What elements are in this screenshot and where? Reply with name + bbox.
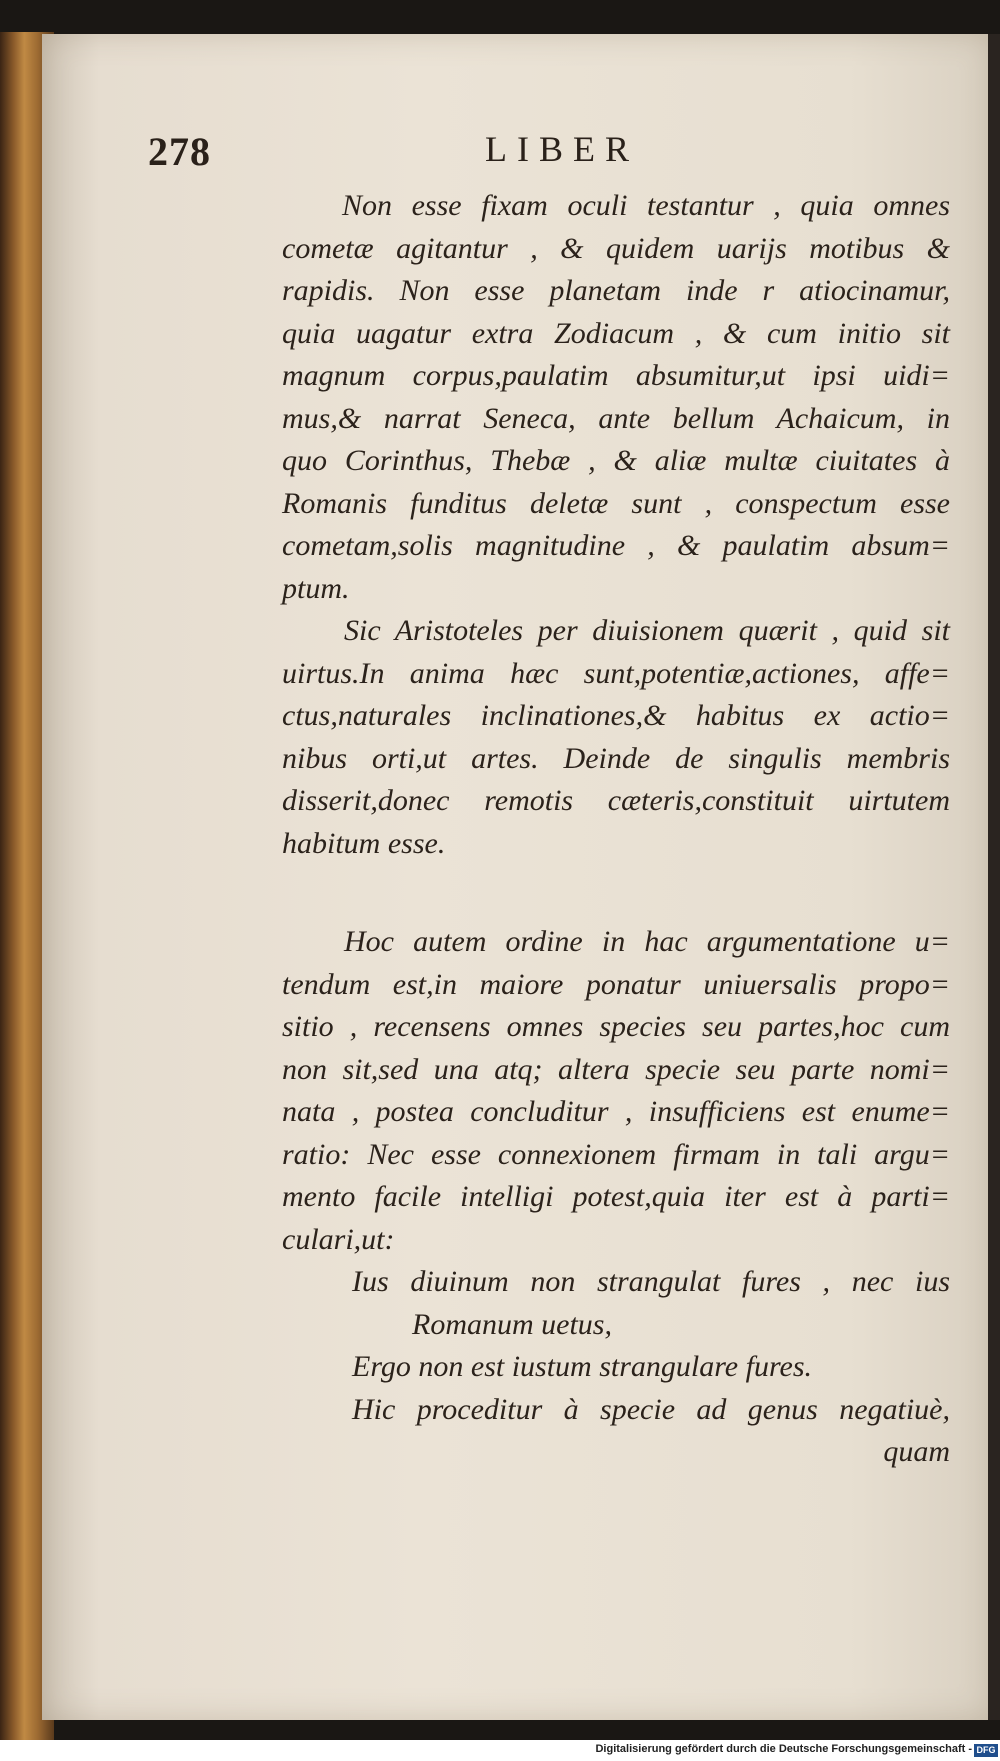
text-line: ratio: Nec esse connexionem firmam in tali argu=: [282, 1137, 950, 1171]
running-head: [0, 128, 1000, 174]
text-line: sitio , recensens omnes species seu partes,hoc cum: [282, 1010, 950, 1043]
text-line: ctus,naturales inclinationes,& habitus ex actio=: [282, 699, 950, 732]
paragraph-gap: [282, 865, 950, 921]
running-head-title: LIBER: [485, 129, 639, 169]
example-line: Ius diuinum non strangulat fures , nec ius: [352, 1265, 950, 1298]
page-text: [282, 185, 950, 1474]
text-line: mento facile intelligi potest,quia iter est à parti=: [282, 1180, 950, 1213]
text-line: Sic Aristoteles per diuisionem quærit , quid sit: [344, 614, 950, 647]
text-line: uirtus.In anima hæc sunt,potentiæ,actiones, affe=: [282, 656, 950, 690]
text-line: nata , postea concluditur , insufficiens est enume=: [282, 1095, 950, 1128]
page-right-edge: [988, 34, 1000, 1720]
text-line: nibus orti,ut artes. Deinde de singulis membris: [282, 741, 950, 775]
digitization-footer: [0, 1741, 1000, 1761]
example-line: Romanum uetus,: [412, 1307, 612, 1341]
text-line: disserit,donec remotis cæteris,constituit uirtutem: [282, 784, 950, 817]
text-line: rapidis. Non esse planetam inde r atiocinamur,: [282, 274, 950, 307]
text-line: quo Corinthus, Thebæ , & aliæ multæ ciuitates à: [282, 444, 950, 477]
example-line: Hic proceditur à specie ad genus negatiuè,: [352, 1392, 950, 1426]
text-line: Romanis funditus deletæ sunt , conspectum esse: [282, 486, 950, 520]
text-line: cometæ agitantur , & quidem uarijs motibus &: [282, 231, 950, 265]
text-line: magnum corpus,paulatim absumitur,ut ipsi uidi=: [282, 359, 950, 392]
example-line: Ergo non est iustum strangulare fures.: [352, 1350, 813, 1383]
dfg-logo: DFG: [974, 1744, 998, 1757]
text-line: non sit,sed una atq; altera specie seu parte nomi=: [282, 1052, 950, 1086]
text-line: mus,& narrat Seneca, ante bellum Achaicum, in: [282, 401, 950, 435]
text-line: cometam,solis magnitudine , & paulatim absum=: [282, 529, 950, 562]
text-line: habitum esse.: [282, 826, 446, 860]
page-number: 278: [148, 129, 211, 174]
text-line: Non esse fixam oculi testantur , quia omnes: [342, 189, 950, 222]
footer-credit: Digitalisierung gefördert durch die Deutsche Forschungsgemeinschaft -: [595, 1743, 972, 1755]
text-line: ptum.: [282, 571, 350, 605]
text-line: Hoc autem ordine in hac argumentatione u=: [344, 925, 950, 958]
text-line: quia uagatur extra Zodiacum , & cum initio sit: [282, 316, 950, 350]
catchword: quam: [883, 1435, 950, 1468]
text-line: tendum est,in maiore ponatur uniuersalis propo=: [282, 967, 950, 1001]
text-line: culari,ut:: [282, 1222, 395, 1256]
